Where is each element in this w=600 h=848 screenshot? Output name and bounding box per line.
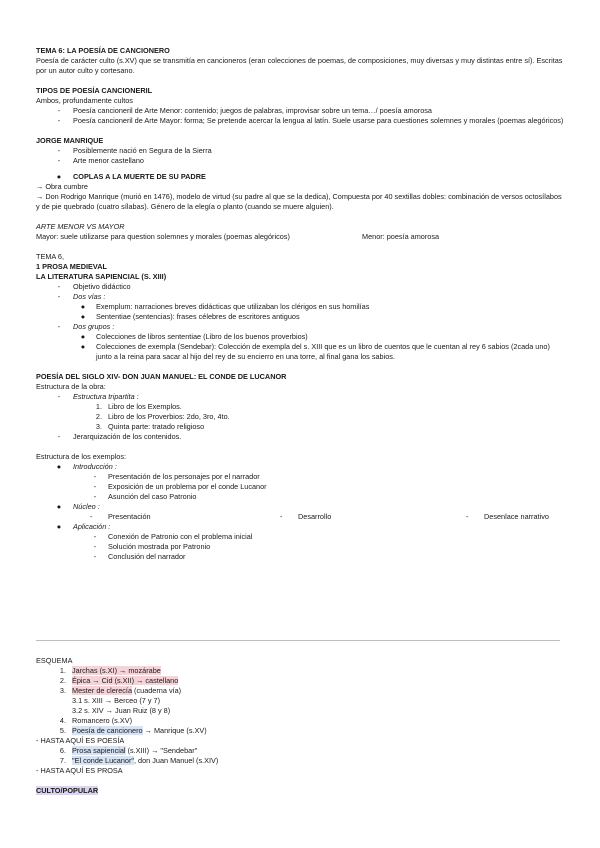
tripartita-item: 1. Libro de los Exemplos. [95, 402, 182, 411]
coplas-title: ● COPLAS A LA MUERTE DE SU PADRE [36, 172, 564, 182]
bullet-dash: - [57, 106, 61, 115]
estructura-tripartita: - Estructura tripartita : [36, 392, 564, 402]
manrique-item: - Posiblemente nació en Segura de la Sierra [36, 146, 564, 156]
bullet-dash: - [57, 116, 61, 125]
nucleo-desarrollo: Desarrollo [298, 512, 332, 521]
dos-vias: - Dos vías : [36, 292, 564, 302]
tipos-ambos: Ambos, profundamente cultos [36, 96, 133, 105]
coplas-text: → Don Rodrigo Manrique (murió en 1476), modelo de virtud (su padre al que se la dedica), Compuesta por 40 sextillas dobles: combinación de versos octosílabos y de pie quebrado (cuatro sílabas). Género de la elegía o planto (cuando se muere alguien). [36, 192, 562, 211]
mayor-text: Mayor: suele utilizarse para question solemnes y morales (poemas alegóricos) [36, 232, 290, 241]
intro-item: - Presentación de los personajes por el narrador [36, 472, 564, 482]
estructura-exemplos: Estructura de los exemplos: [36, 452, 127, 461]
bullet-dash: - [280, 512, 283, 521]
culto-popular: CULTO/POPULAR [36, 786, 99, 795]
nucleo-row [36, 512, 564, 522]
document-page [36, 46, 564, 562]
tripartita-item: 3. Quinta parte: tratado religioso [95, 422, 205, 431]
hasta-prosa: - HASTA AQUÍ ES PROSA [36, 766, 123, 775]
bullet-dash: - [90, 512, 93, 521]
nucleo-presentacion: Presentación [108, 512, 151, 521]
aplic-item: - Solución mostrada por Patronio [36, 542, 564, 552]
bullet-dash: - [93, 532, 97, 541]
esquema-item: 5. Poesía de cancionero → Manrique (s.XV) [59, 726, 207, 735]
bullet-dash: - [57, 146, 61, 155]
intro-item: - Exposición de un problema por el conde Lucanor [36, 482, 564, 492]
jerarquizacion: - Jerarquización de los contenidos. [36, 432, 564, 442]
sapiencial-title: LA LITERATURA SAPIENCIAL (S. XIII) [36, 272, 167, 281]
bullet-dash: - [466, 512, 469, 521]
tema6b: TEMA 6, [36, 252, 64, 261]
objetivo-item: - Objetivo didáctico [36, 282, 564, 292]
aplic-item: - Conclusión del narrador [36, 552, 564, 562]
arte-vs-title: ARTE MENOR VS MAYOR [36, 222, 125, 231]
nucleo: ● Núcleo : [36, 502, 564, 512]
tipos-item: - Poesía cancioneril de Arte Mayor: forma; Se pretende acercar la lengua al latín. Suele usarse para cuestiones solemnes y morales (poemas alegóricos) [36, 116, 564, 126]
bullet-dash: - [57, 432, 61, 441]
introduccion: ● Introducción : [36, 462, 564, 472]
manrique-title: JORGE MANRIQUE [36, 136, 104, 145]
aplicacion: ● Aplicación : [36, 522, 564, 532]
lucanor-title: POESÍA DEL SIGLO XIV- DON JUAN MANUEL: EL CONDE DE LUCANOR [36, 372, 287, 381]
esquema-item: 6. Prosa sapiencial (s.XIII) → "Sendebar" [59, 746, 198, 755]
obra-cumbre: → Obra cumbre [36, 182, 88, 191]
bullet-dash: - [57, 392, 61, 401]
bullet-dot: ● [80, 342, 86, 351]
menor-text: Menor: poesía amorosa [362, 232, 440, 241]
via-item: ● Sententiae (sentencias): frases célebres de escritores antiguos [36, 312, 564, 322]
bullet-dot: ● [56, 462, 62, 471]
grupo-item: ● Colecciones de libros sententiae (Libro de los buenos proverbios) [36, 332, 564, 342]
esquema-title: ESQUEMA [36, 656, 73, 665]
via-item: ● Exemplum: narraciones breves didácticas que utilizaban los clérigos en sus homilías [36, 302, 564, 312]
nucleo-desenlace: Desenlace narrativo [484, 512, 549, 521]
esquema-subitem: 3.2 s. XIV → Juan Ruiz (8 y 8) [72, 706, 171, 715]
bullet-dash: - [93, 552, 97, 561]
arte-vs-row [36, 232, 564, 242]
bullet-dash: - [93, 482, 97, 491]
tema6-intro: Poesía de carácter culto (s.XV) que se transmitía en cancioneros (eran colecciones de poemas, de composiciones, muy diversas y muy distintas entre sí). Escritas por un autor culto y cortesano. [36, 56, 563, 75]
bullet-dash: - [93, 472, 97, 481]
tipos-item: - Poesía cancioneril de Arte Menor: contenido; juegos de palabras, improvisar sobre un tema…/ poesía amorosa [36, 106, 564, 116]
bullet-dot: ● [80, 332, 86, 341]
grupo-item: ● Colecciones de exempla (Sendebar): Colección de exempla del s. XIII que es un libro de cuentos que le cuentan al rey 6 sabios (2cada uno) junto a la reina para sacar al hijo del rey de su encierro en una torre, al final gana los sabios. [36, 342, 564, 362]
bullet-dot: ● [80, 302, 86, 311]
esquema-subitem: 3.1 s. XIII → Berceo (7 y 7) [72, 696, 161, 705]
bullet-dash: - [93, 492, 97, 501]
intro-item: - Asunción del caso Patronio [36, 492, 564, 502]
tipos-title: TIPOS DE POESÍA CANCIONERIL [36, 86, 153, 95]
esquema-item: 2. Épica → Cid (s.XII) → castellano [59, 676, 179, 685]
tripartita-item: 2. Libro de los Proverbios: 2do, 3ro, 4to. [95, 412, 230, 421]
bullet-dot: ● [56, 522, 62, 531]
bullet-dash: - [57, 322, 61, 331]
aplic-item: - Conexión de Patronio con el problema inicial [36, 532, 564, 542]
esquema-item: 3. Mester de clerecía (cuaderna vía) [59, 686, 182, 695]
dos-grupos: - Dos grupos : [36, 322, 564, 332]
esquema-item: 1. Jarchas (s.XI) → mozárabe [59, 666, 161, 675]
bullet-dash: - [93, 542, 97, 551]
esquema-item: 7. "El conde Lucanor", don Juan Manuel (s.XIV) [59, 756, 219, 765]
esquema-section [36, 656, 564, 796]
esquema-item: 4. Romancero (s.XV) [59, 716, 133, 725]
bullet-dash: - [57, 292, 61, 301]
bullet-dot: ● [56, 172, 62, 181]
bullet-dot: ● [56, 502, 62, 511]
bullet-dash: - [57, 282, 61, 291]
prosa-title: 1 PROSA MEDIEVAL [36, 262, 107, 271]
tema6-title: TEMA 6: LA POESÍA DE CANCIONERO [36, 46, 170, 55]
manrique-item: - Arte menor castellano [36, 156, 564, 166]
hasta-poesia: - HASTA AQUÍ ES POESÍA [36, 736, 125, 745]
divider [36, 640, 560, 641]
bullet-dash: - [57, 156, 61, 165]
estructura-obra: Estructura de la obra: [36, 382, 106, 391]
bullet-dot: ● [80, 312, 86, 321]
